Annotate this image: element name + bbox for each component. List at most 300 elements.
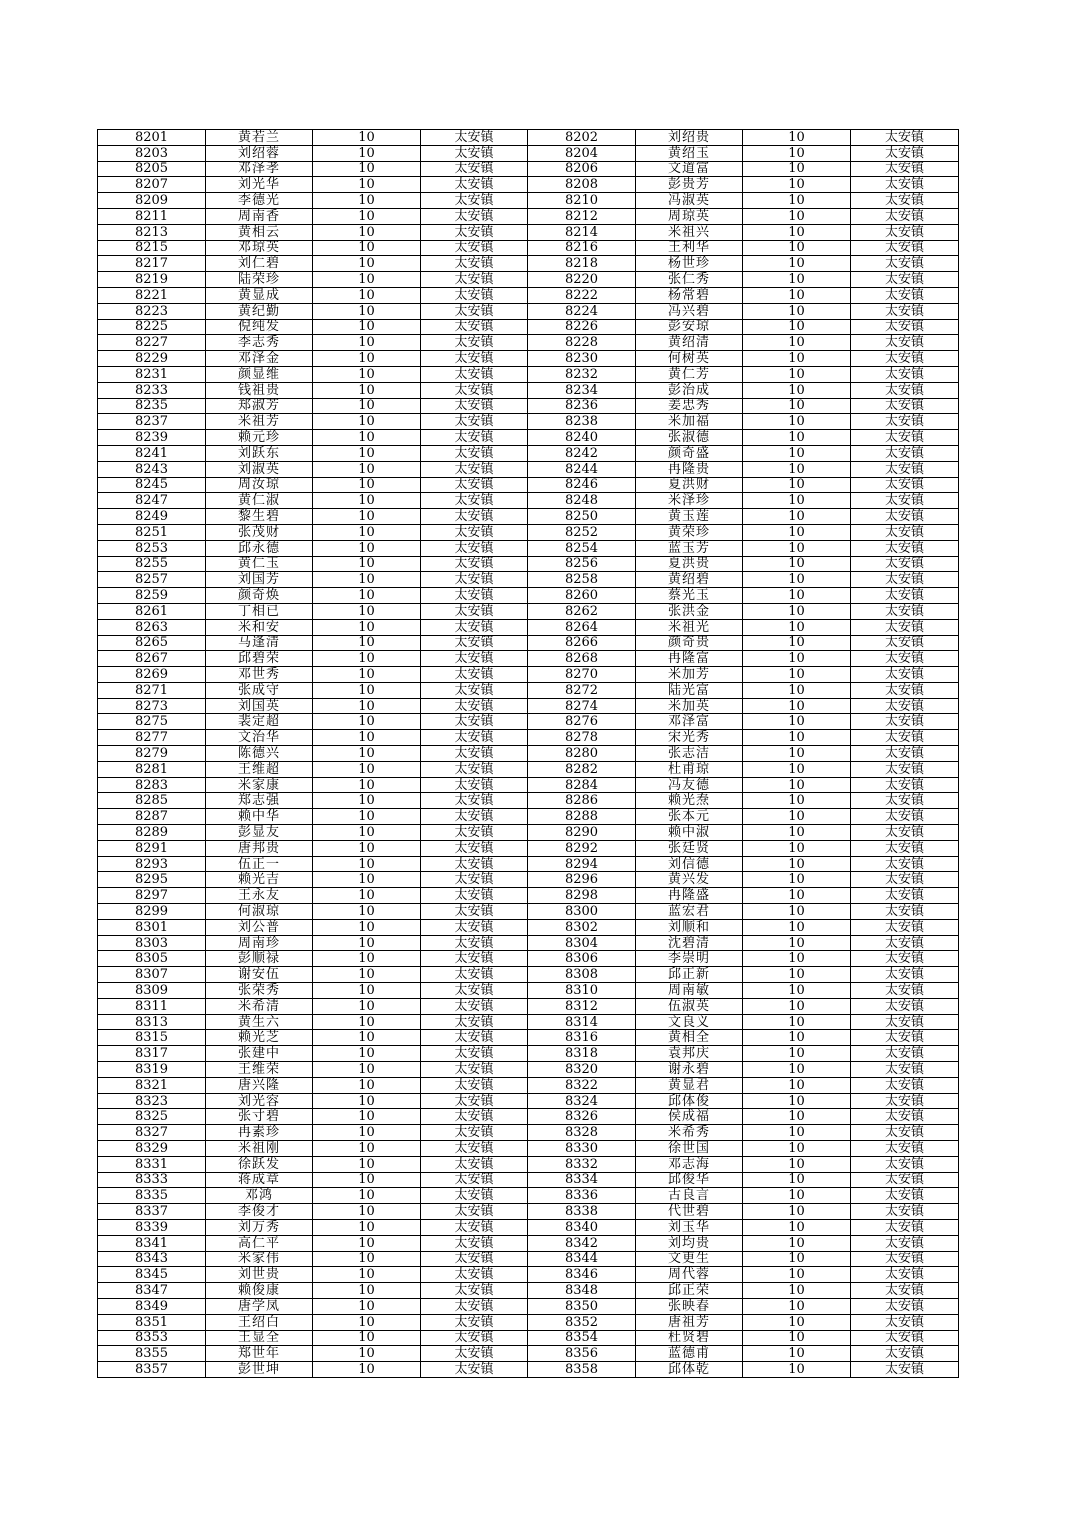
name-cell: 张寸碧 [206,1109,313,1125]
name-cell: 刘世贵 [206,1267,313,1283]
count-cell: 10 [313,1172,421,1188]
name-cell: 彭治成 [636,382,743,398]
table-row [98,351,959,367]
name-cell: 蓝宏君 [636,904,743,920]
name-cell: 徐跃发 [206,1156,313,1172]
town-cell: 太安镇 [421,130,528,146]
number-cell: 8332 [528,1156,636,1172]
number-cell: 8264 [528,619,636,635]
name-cell: 邱正荣 [636,1283,743,1299]
number-cell: 8246 [528,477,636,493]
town-cell: 太安镇 [851,130,959,146]
town-cell: 太安镇 [851,651,959,667]
town-cell: 太安镇 [421,1188,528,1204]
town-cell: 太安镇 [421,935,528,951]
number-cell: 8236 [528,398,636,414]
name-cell: 米祖芳 [206,414,313,430]
town-cell: 太安镇 [421,161,528,177]
town-cell: 太安镇 [421,825,528,841]
number-cell: 8201 [98,130,206,146]
name-cell: 文良义 [636,1014,743,1030]
count-cell: 10 [313,335,421,351]
town-cell: 太安镇 [421,351,528,367]
name-cell: 赖中华 [206,809,313,825]
town-cell: 太安镇 [851,1141,959,1157]
count-cell: 10 [743,872,851,888]
name-cell: 冉隆富 [636,651,743,667]
table-row [98,1267,959,1283]
number-cell: 8218 [528,256,636,272]
table-row [98,556,959,572]
count-cell: 10 [313,635,421,651]
number-cell: 8255 [98,556,206,572]
count-cell: 10 [313,1109,421,1125]
name-cell: 邓泽富 [636,714,743,730]
name-cell: 唐祖芳 [636,1314,743,1330]
number-cell: 8235 [98,398,206,414]
count-cell: 10 [743,951,851,967]
number-cell: 8256 [528,556,636,572]
number-cell: 8269 [98,667,206,683]
count-cell: 10 [743,130,851,146]
number-cell: 8204 [528,145,636,161]
number-cell: 8237 [98,414,206,430]
town-cell: 太安镇 [421,1346,528,1362]
number-cell: 8267 [98,651,206,667]
table-row [98,1046,959,1062]
count-cell: 10 [743,1283,851,1299]
table-row [98,319,959,335]
count-cell: 10 [313,1283,421,1299]
name-cell: 周代蓉 [636,1267,743,1283]
name-cell: 邱体俊 [636,1093,743,1109]
table-row [98,208,959,224]
name-cell: 冉隆贵 [636,461,743,477]
table-row [98,998,959,1014]
number-cell: 8300 [528,904,636,920]
number-cell: 8288 [528,809,636,825]
table-row [98,477,959,493]
number-cell: 8245 [98,477,206,493]
table-row [98,1109,959,1125]
number-cell: 8297 [98,888,206,904]
town-cell: 太安镇 [421,1204,528,1220]
table-row [98,1156,959,1172]
number-cell: 8320 [528,1062,636,1078]
number-cell: 8334 [528,1172,636,1188]
name-cell: 文治华 [206,730,313,746]
count-cell: 10 [313,1014,421,1030]
name-cell: 张荣秀 [206,983,313,999]
name-cell: 姜忠秀 [636,398,743,414]
roster-table-body [98,130,959,1378]
count-cell: 10 [313,777,421,793]
town-cell: 太安镇 [851,635,959,651]
count-cell: 10 [313,430,421,446]
count-cell: 10 [313,240,421,256]
name-cell: 唐学凤 [206,1298,313,1314]
number-cell: 8249 [98,509,206,525]
town-cell: 太安镇 [851,667,959,683]
town-cell: 太安镇 [851,603,959,619]
town-cell: 太安镇 [421,287,528,303]
count-cell: 10 [743,1330,851,1346]
roster-table [97,129,959,1378]
number-cell: 8206 [528,161,636,177]
town-cell: 太安镇 [421,793,528,809]
count-cell: 10 [313,951,421,967]
count-cell: 10 [313,177,421,193]
count-cell: 10 [313,1219,421,1235]
table-row [98,777,959,793]
name-cell: 邱永德 [206,540,313,556]
table-row [98,414,959,430]
number-cell: 8220 [528,272,636,288]
name-cell: 冉隆盛 [636,888,743,904]
name-cell: 黄显君 [636,1077,743,1093]
name-cell: 李俊才 [206,1204,313,1220]
town-cell: 太安镇 [421,366,528,382]
number-cell: 8301 [98,919,206,935]
count-cell: 10 [313,540,421,556]
name-cell: 黄绍碧 [636,572,743,588]
number-cell: 8331 [98,1156,206,1172]
count-cell: 10 [313,651,421,667]
name-cell: 杨常碧 [636,287,743,303]
count-cell: 10 [743,904,851,920]
town-cell: 太安镇 [851,1172,959,1188]
name-cell: 李志秀 [206,335,313,351]
count-cell: 10 [313,1141,421,1157]
town-cell: 太安镇 [421,1062,528,1078]
number-cell: 8311 [98,998,206,1014]
town-cell: 太安镇 [421,493,528,509]
town-cell: 太安镇 [421,272,528,288]
town-cell: 太安镇 [851,524,959,540]
count-cell: 10 [313,1156,421,1172]
town-cell: 太安镇 [851,1030,959,1046]
count-cell: 10 [313,714,421,730]
town-cell: 太安镇 [421,919,528,935]
name-cell: 米家康 [206,777,313,793]
town-cell: 太安镇 [851,1298,959,1314]
count-cell: 10 [313,935,421,951]
count-cell: 10 [743,493,851,509]
name-cell: 沈碧清 [636,935,743,951]
name-cell: 刘光容 [206,1093,313,1109]
name-cell: 张本元 [636,809,743,825]
name-cell: 周南珍 [206,935,313,951]
count-cell: 10 [313,761,421,777]
number-cell: 8221 [98,287,206,303]
table-row [98,1141,959,1157]
number-cell: 8215 [98,240,206,256]
number-cell: 8303 [98,935,206,951]
count-cell: 10 [743,777,851,793]
number-cell: 8216 [528,240,636,256]
town-cell: 太安镇 [851,382,959,398]
count-cell: 10 [313,1062,421,1078]
number-cell: 8261 [98,603,206,619]
town-cell: 太安镇 [421,840,528,856]
count-cell: 10 [313,856,421,872]
table-row [98,746,959,762]
count-cell: 10 [313,414,421,430]
count-cell: 10 [313,303,421,319]
town-cell: 太安镇 [851,872,959,888]
number-cell: 8252 [528,524,636,540]
name-cell: 黄仁芳 [636,366,743,382]
number-cell: 8324 [528,1093,636,1109]
town-cell: 太安镇 [421,1014,528,1030]
count-cell: 10 [313,682,421,698]
town-cell: 太安镇 [421,872,528,888]
name-cell: 谢安伍 [206,967,313,983]
count-cell: 10 [743,445,851,461]
name-cell: 张茂财 [206,524,313,540]
number-cell: 8232 [528,366,636,382]
town-cell: 太安镇 [851,1188,959,1204]
number-cell: 8254 [528,540,636,556]
table-row [98,240,959,256]
count-cell: 10 [743,335,851,351]
number-cell: 8217 [98,256,206,272]
table-row [98,651,959,667]
number-cell: 8226 [528,319,636,335]
number-cell: 8214 [528,224,636,240]
table-row [98,366,959,382]
count-cell: 10 [743,477,851,493]
table-row [98,635,959,651]
name-cell: 唐邦贵 [206,840,313,856]
name-cell: 赖中淑 [636,825,743,841]
name-cell: 周南敏 [636,983,743,999]
town-cell: 太安镇 [851,1314,959,1330]
count-cell: 10 [743,1267,851,1283]
count-cell: 10 [313,256,421,272]
number-cell: 8340 [528,1219,636,1235]
name-cell: 刘国芳 [206,572,313,588]
count-cell: 10 [743,224,851,240]
number-cell: 8343 [98,1251,206,1267]
table-row [98,761,959,777]
table-row [98,1204,959,1220]
number-cell: 8219 [98,272,206,288]
town-cell: 太安镇 [421,1267,528,1283]
count-cell: 10 [313,1046,421,1062]
table-row [98,603,959,619]
name-cell: 王利华 [636,240,743,256]
table-row [98,904,959,920]
number-cell: 8250 [528,509,636,525]
count-cell: 10 [313,1251,421,1267]
count-cell: 10 [743,825,851,841]
table-row [98,130,959,146]
number-cell: 8275 [98,714,206,730]
number-cell: 8319 [98,1062,206,1078]
number-cell: 8259 [98,588,206,604]
name-cell: 彭世坤 [206,1362,313,1378]
name-cell: 陆光富 [636,682,743,698]
town-cell: 太安镇 [851,1235,959,1251]
name-cell: 邓泽金 [206,351,313,367]
table-row [98,840,959,856]
count-cell: 10 [313,746,421,762]
town-cell: 太安镇 [421,603,528,619]
town-cell: 太安镇 [421,888,528,904]
table-row [98,1235,959,1251]
town-cell: 太安镇 [421,1093,528,1109]
count-cell: 10 [743,967,851,983]
name-cell: 刘绍贵 [636,130,743,146]
name-cell: 颜奇焕 [206,588,313,604]
town-cell: 太安镇 [851,1204,959,1220]
number-cell: 8338 [528,1204,636,1220]
count-cell: 10 [313,193,421,209]
count-cell: 10 [313,1125,421,1141]
name-cell: 米祖光 [636,619,743,635]
count-cell: 10 [743,983,851,999]
count-cell: 10 [743,1109,851,1125]
count-cell: 10 [743,240,851,256]
name-cell: 赖光吉 [206,872,313,888]
table-row [98,256,959,272]
count-cell: 10 [743,398,851,414]
name-cell: 刘均贵 [636,1235,743,1251]
town-cell: 太安镇 [851,335,959,351]
number-cell: 8317 [98,1046,206,1062]
town-cell: 太安镇 [421,208,528,224]
count-cell: 10 [743,888,851,904]
town-cell: 太安镇 [851,1109,959,1125]
table-row [98,161,959,177]
number-cell: 8326 [528,1109,636,1125]
number-cell: 8294 [528,856,636,872]
number-cell: 8210 [528,193,636,209]
name-cell: 陈德兴 [206,746,313,762]
table-row [98,919,959,935]
count-cell: 10 [743,746,851,762]
number-cell: 8305 [98,951,206,967]
count-cell: 10 [313,556,421,572]
table-row [98,856,959,872]
name-cell: 赖俊康 [206,1283,313,1299]
count-cell: 10 [313,983,421,999]
name-cell: 周南香 [206,208,313,224]
count-cell: 10 [313,1330,421,1346]
town-cell: 太安镇 [851,761,959,777]
count-cell: 10 [313,888,421,904]
town-cell: 太安镇 [851,509,959,525]
town-cell: 太安镇 [421,1235,528,1251]
number-cell: 8325 [98,1109,206,1125]
name-cell: 裴定超 [206,714,313,730]
count-cell: 10 [743,366,851,382]
town-cell: 太安镇 [851,540,959,556]
count-cell: 10 [313,793,421,809]
number-cell: 8280 [528,746,636,762]
town-cell: 太安镇 [851,414,959,430]
count-cell: 10 [313,477,421,493]
town-cell: 太安镇 [851,477,959,493]
town-cell: 太安镇 [851,1283,959,1299]
town-cell: 太安镇 [851,777,959,793]
name-cell: 黄显成 [206,287,313,303]
name-cell: 米加福 [636,414,743,430]
number-cell: 8298 [528,888,636,904]
count-cell: 10 [743,1062,851,1078]
name-cell: 黄若兰 [206,130,313,146]
number-cell: 8225 [98,319,206,335]
table-row [98,1362,959,1378]
number-cell: 8241 [98,445,206,461]
number-cell: 8307 [98,967,206,983]
number-cell: 8278 [528,730,636,746]
name-cell: 何树英 [636,351,743,367]
count-cell: 10 [313,509,421,525]
name-cell: 钱祖贵 [206,382,313,398]
count-cell: 10 [313,967,421,983]
number-cell: 8299 [98,904,206,920]
number-cell: 8315 [98,1030,206,1046]
count-cell: 10 [313,382,421,398]
number-cell: 8302 [528,919,636,935]
town-cell: 太安镇 [851,856,959,872]
town-cell: 太安镇 [851,888,959,904]
table-row [98,888,959,904]
number-cell: 8355 [98,1346,206,1362]
number-cell: 8238 [528,414,636,430]
number-cell: 8282 [528,761,636,777]
number-cell: 8258 [528,572,636,588]
name-cell: 米家伟 [206,1251,313,1267]
number-cell: 8329 [98,1141,206,1157]
town-cell: 太安镇 [851,698,959,714]
table-row [98,335,959,351]
number-cell: 8231 [98,366,206,382]
number-cell: 8310 [528,983,636,999]
name-cell: 米祖兴 [636,224,743,240]
number-cell: 8291 [98,840,206,856]
number-cell: 8227 [98,335,206,351]
number-cell: 8213 [98,224,206,240]
table-row [98,682,959,698]
table-row [98,1251,959,1267]
count-cell: 10 [743,509,851,525]
table-row [98,667,959,683]
table-row [98,493,959,509]
table-row [98,398,959,414]
name-cell: 赖光焘 [636,793,743,809]
count-cell: 10 [313,1235,421,1251]
count-cell: 10 [313,287,421,303]
town-cell: 太安镇 [851,303,959,319]
town-cell: 太安镇 [851,840,959,856]
town-cell: 太安镇 [851,1362,959,1378]
count-cell: 10 [743,177,851,193]
count-cell: 10 [743,682,851,698]
name-cell: 刘跃东 [206,445,313,461]
town-cell: 太安镇 [851,951,959,967]
table-row [98,730,959,746]
count-cell: 10 [743,619,851,635]
town-cell: 太安镇 [851,1125,959,1141]
name-cell: 宋光秀 [636,730,743,746]
count-cell: 10 [743,193,851,209]
number-cell: 8268 [528,651,636,667]
town-cell: 太安镇 [851,682,959,698]
town-cell: 太安镇 [851,1077,959,1093]
